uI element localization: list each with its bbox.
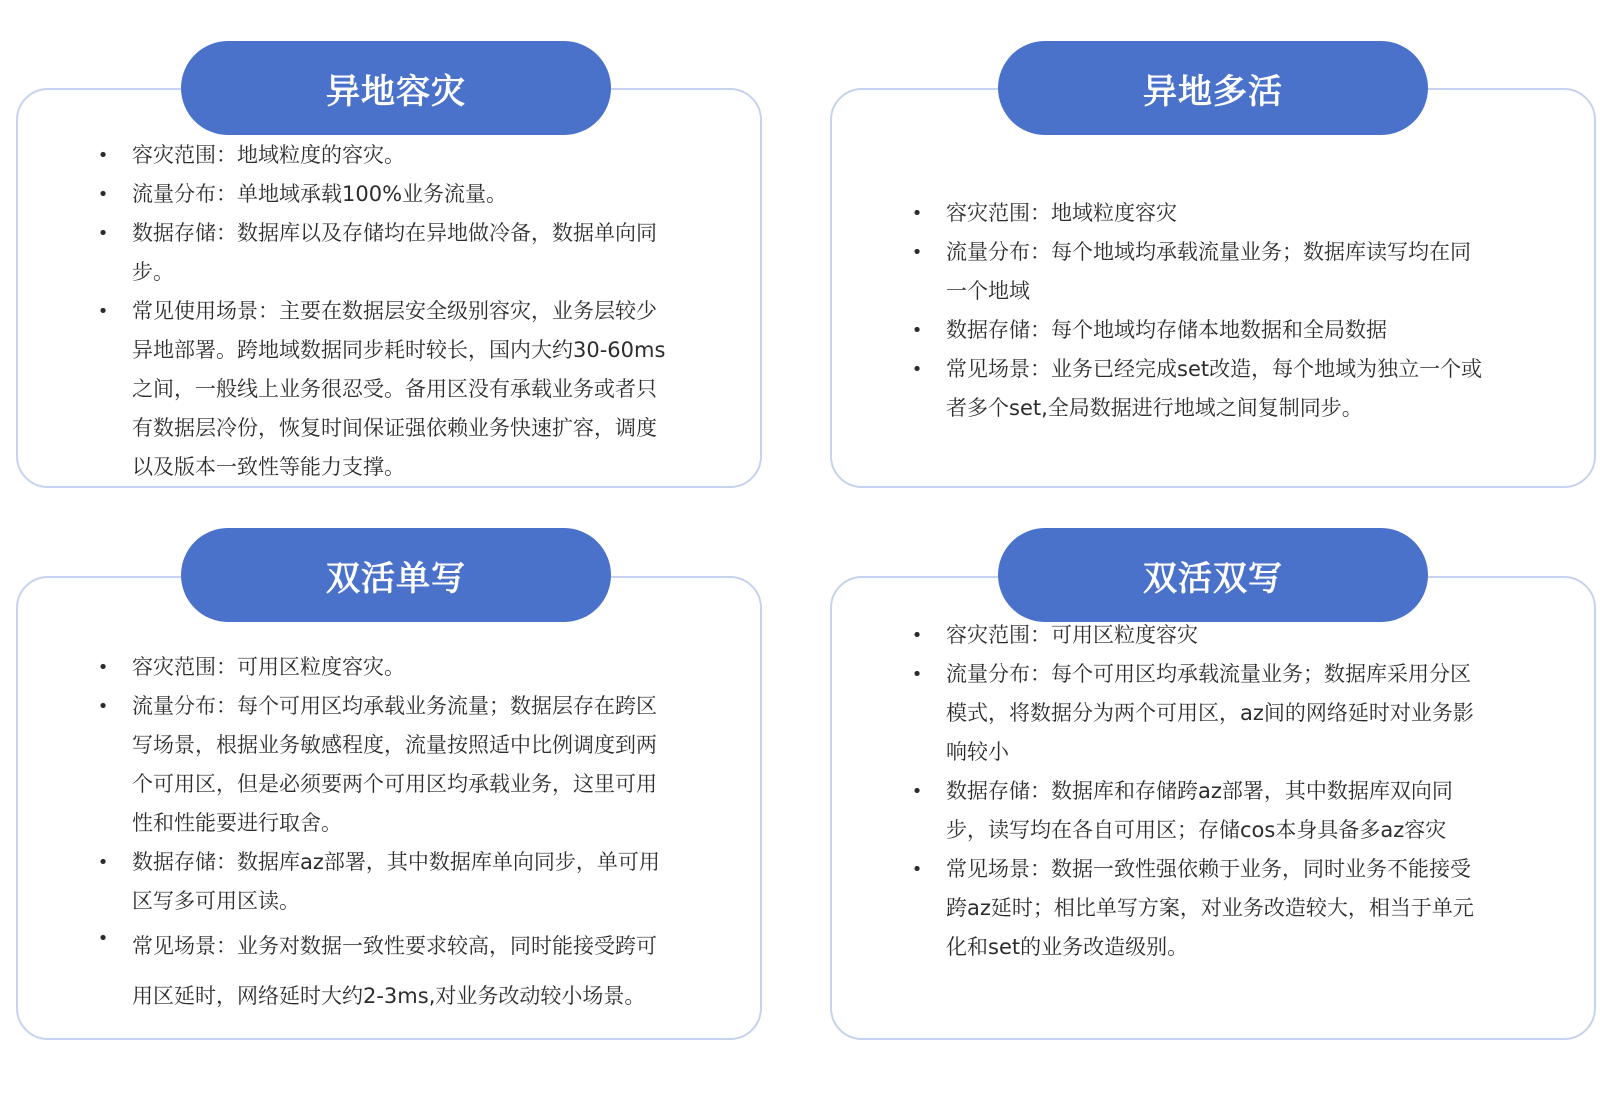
list-item xyxy=(96,136,671,175)
list-item xyxy=(96,214,671,292)
bullet-text: 流量分布：每个地域均承载流量业务；数据库读写均在同一个地域 xyxy=(946,240,1471,303)
bullet-text: 数据存储：每个地域均存储本地数据和全局数据 xyxy=(946,318,1387,342)
bullet-text: 容灾范围：地域粒度容灾 xyxy=(946,201,1177,225)
list-item xyxy=(96,687,671,843)
bullet-icon: • xyxy=(97,184,109,205)
bullet-icon: • xyxy=(97,696,109,717)
bullet-text: 容灾范围：可用区粒度容灾 xyxy=(946,623,1198,647)
card-title-dual-active-single-write: 双活单写 xyxy=(181,528,611,622)
bullet-icon: • xyxy=(97,301,109,322)
bullet-icon: • xyxy=(911,859,923,880)
list-item xyxy=(910,850,1485,967)
card-title-offsite-dr: 异地容灾 xyxy=(181,41,611,135)
bullet-text: 常见场景：数据一致性强依赖于业务，同时业务不能接受跨az延时；相比单写方案，对业务改造较大，相当于单元化和set的业务改造级别。 xyxy=(946,857,1474,959)
list-item xyxy=(96,175,671,214)
card-bullet-list xyxy=(910,194,1485,428)
card-dual-active-dual-write xyxy=(830,576,1596,1040)
card-bullet-list xyxy=(96,136,671,487)
list-item xyxy=(96,292,671,487)
bullet-icon: • xyxy=(911,359,923,380)
bullet-text: 数据存储：数据库az部署，其中数据库单向同步，单可用区写多可用区读。 xyxy=(132,850,660,913)
card-bullet-list xyxy=(96,648,671,1021)
list-item xyxy=(910,772,1485,850)
card-offsite-active-active xyxy=(830,88,1596,488)
list-item xyxy=(910,350,1485,428)
bullet-text: 数据存储：数据库和存储跨az部署，其中数据库双向同步，读写均在各自可用区；存储cos本身具备多az容灾 xyxy=(946,779,1453,842)
bullet-icon: • xyxy=(97,145,109,166)
list-item xyxy=(96,648,671,687)
card-bullet-list xyxy=(910,616,1485,967)
list-item xyxy=(910,655,1485,772)
bullet-icon: • xyxy=(911,320,923,341)
bullet-text: 流量分布：单地域承载100%业务流量。 xyxy=(132,182,508,206)
bullet-icon: • xyxy=(911,664,923,685)
bullet-icon: • xyxy=(97,852,109,873)
bullet-text: 数据存储：数据库以及存储均在异地做冷备，数据单向同步。 xyxy=(132,221,657,284)
card-title-dual-active-dual-write: 双活双写 xyxy=(998,528,1428,622)
bullet-icon: • xyxy=(911,625,923,646)
bullet-text: 常见场景：业务已经完成set改造，每个地域为独立一个或者多个set,全局数据进行地域之间复制同步。 xyxy=(946,357,1483,420)
bullet-text: 常见使用场景：主要在数据层安全级别容灾，业务层较少异地部署。跨地域数据同步耗时较长，国内大约30-60ms之间，一般线上业务很忍受。备用区没有承载业务或者只有数据层冷份，恢复时间保证强依赖业务快速扩容，调度以及版本一致性等能力支撑。 xyxy=(132,299,666,479)
list-item xyxy=(910,311,1485,350)
bullet-icon: • xyxy=(911,203,923,224)
bullet-text: 常见场景：业务对数据一致性要求较高，同时能接受跨可用区延时，网络延时大约2-3ms,对业务改动较小场景。 xyxy=(132,934,657,1008)
bullet-text: 容灾范围：地域粒度的容灾。 xyxy=(132,143,405,167)
bullet-text: 流量分布：每个可用区均承载业务流量；数据层存在跨区写场景，根据业务敏感程度，流量按照适中比例调度到两个可用区，但是必须要两个可用区均承载业务，这里可用性和性能要进行取舍。 xyxy=(132,694,657,835)
bullet-icon: • xyxy=(911,781,923,802)
bullet-icon: • xyxy=(911,242,923,263)
card-offsite-dr xyxy=(16,88,762,488)
card-title-offsite-active-active: 异地多活 xyxy=(998,41,1428,135)
bullet-text: 流量分布：每个可用区均承载流量业务；数据库采用分区模式，将数据分为两个可用区，az间的网络延时对业务影响较小 xyxy=(946,662,1474,764)
card-dual-active-single-write xyxy=(16,576,762,1040)
bullet-icon: • xyxy=(97,657,109,678)
list-item xyxy=(910,194,1485,233)
bullet-icon: • xyxy=(97,928,109,949)
list-item xyxy=(96,921,671,1021)
list-item xyxy=(96,843,671,921)
list-item xyxy=(910,233,1485,311)
bullet-text: 容灾范围：可用区粒度容灾。 xyxy=(132,655,405,679)
bullet-icon: • xyxy=(97,223,109,244)
